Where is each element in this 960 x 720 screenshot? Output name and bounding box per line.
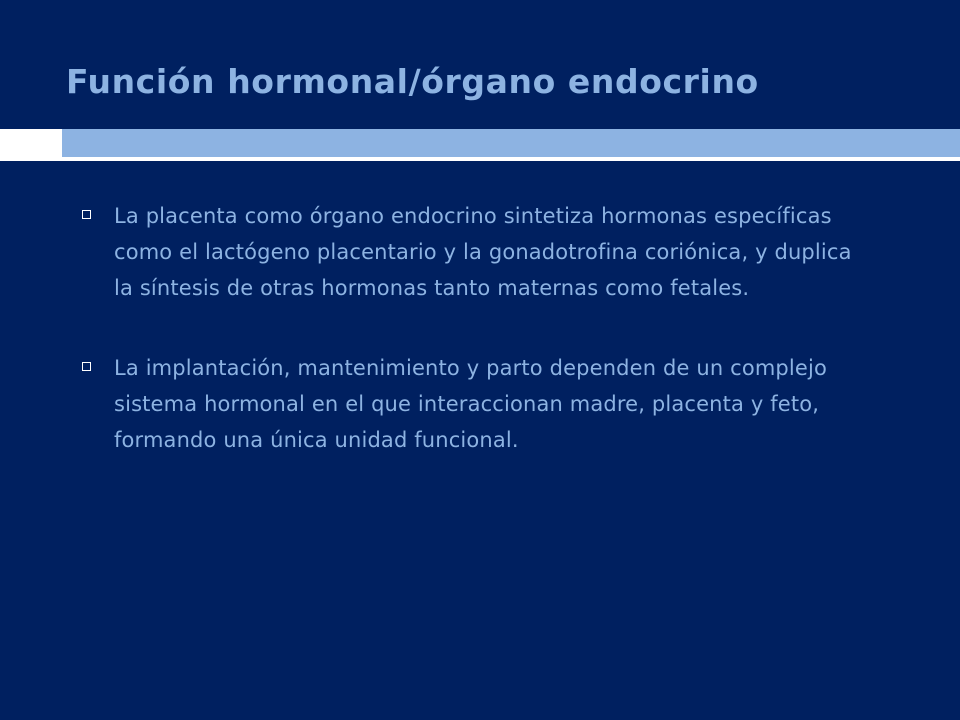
slide-title: Función hormonal/órgano endocrino [66,62,759,101]
hollow-square-bullet-icon [82,210,91,219]
title-divider-blue-band [62,129,960,157]
bullet-text: La implantación, mantenimiento y parto dependen de un complejo sistema hormonal en el que interaccionan madre, placenta y feto, formando una única unidad funcional. [114,356,827,452]
bullet-text: La placenta como órgano endocrino sintetiza hormonas específicas como el lactógeno placentario y la gonadotrofina coriónica, y duplica la síntesis de otras hormonas tanto maternas como fetales. [114,204,852,300]
bullet-list [82,198,872,458]
bullet-item [82,198,872,306]
hollow-square-bullet-icon [82,362,91,371]
bullet-item [82,350,872,458]
